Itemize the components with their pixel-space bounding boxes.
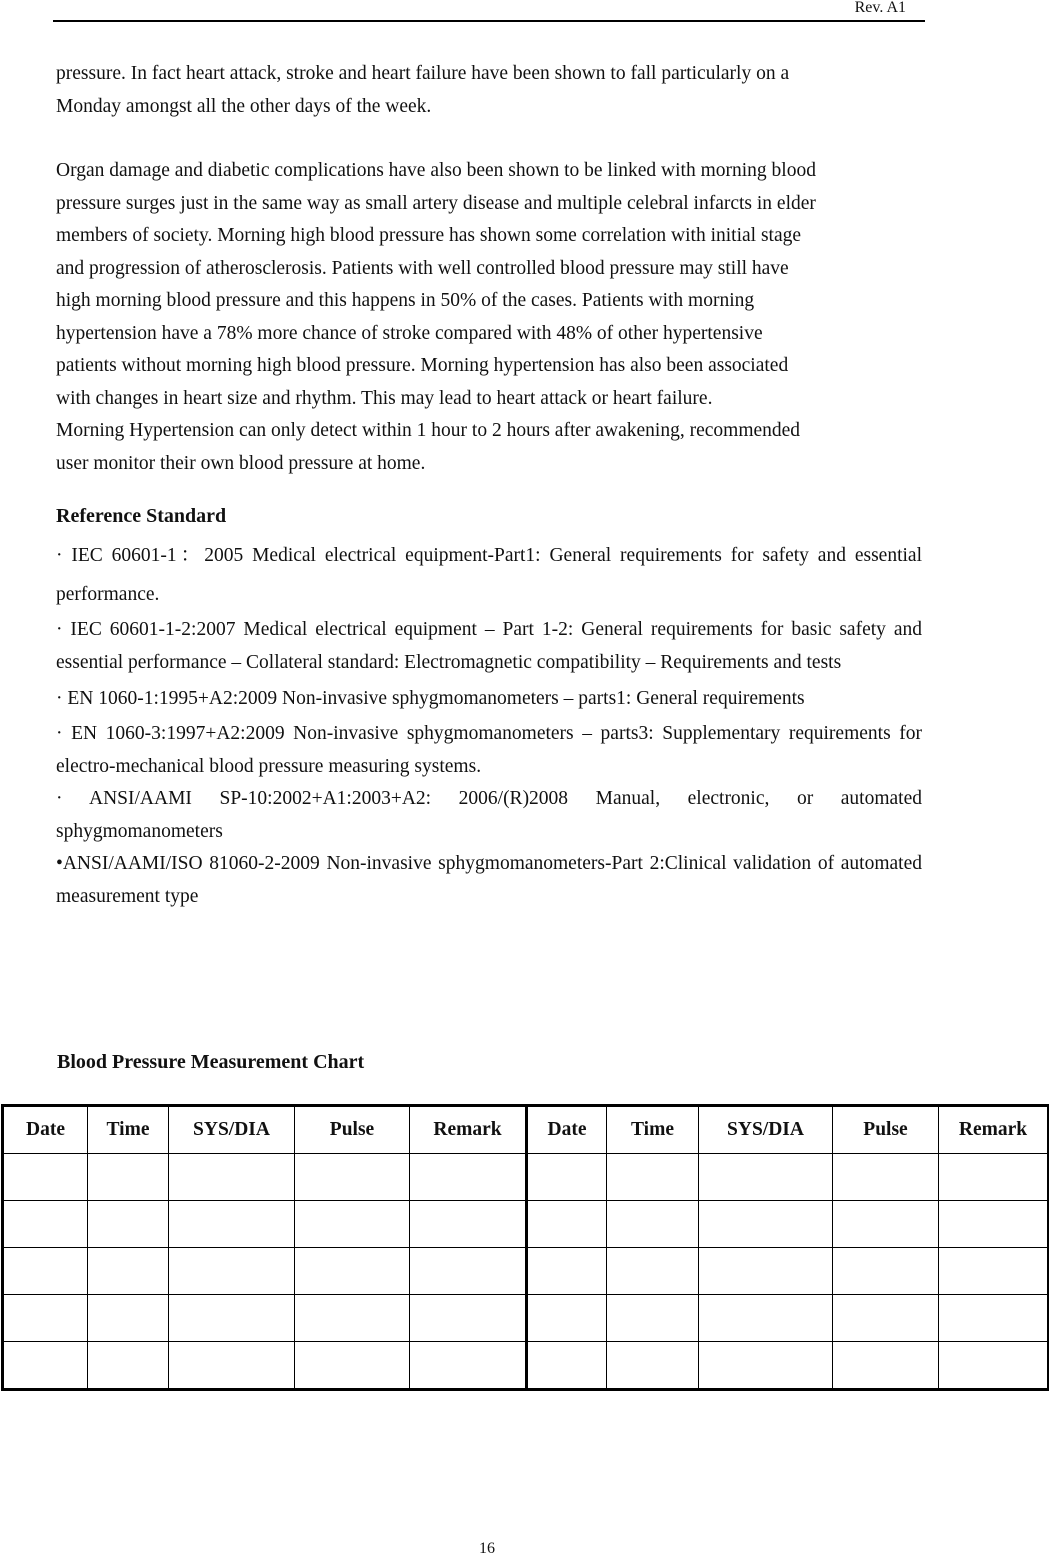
column-header-pulse: Pulse (295, 1106, 410, 1154)
table-header-row (3, 1106, 1049, 1154)
table-cell (699, 1248, 833, 1295)
table-cell (699, 1201, 833, 1248)
table-cell (295, 1295, 410, 1342)
table-cell (607, 1201, 699, 1248)
table-cell (410, 1248, 527, 1295)
table-cell (527, 1154, 607, 1201)
table-cell (833, 1342, 939, 1390)
column-header-remark: Remark (410, 1106, 527, 1154)
table-cell (3, 1248, 88, 1295)
table-cell (169, 1295, 295, 1342)
paragraph-1-line-2: Monday amongst all the other days of the week. (56, 95, 432, 117)
table-cell (607, 1295, 699, 1342)
table-row (3, 1201, 1049, 1248)
section-spacer (56, 480, 922, 502)
page-number: 16 (479, 1540, 495, 1557)
table-cell (88, 1201, 169, 1248)
blood-pressure-chart-table (1, 1104, 1049, 1391)
table-cell (169, 1248, 295, 1295)
paragraph-2-line-4: and progression of atherosclerosis. Patients with well controlled blood pressure may still have (56, 257, 789, 279)
column-header-remark: Remark (939, 1106, 1049, 1154)
table-cell (169, 1342, 295, 1390)
column-header-sys-dia: SYS/DIA (699, 1106, 833, 1154)
paragraph-2-line-3: members of society. Morning high blood pressure has shown some correlation with initial stage (56, 225, 802, 246)
table-cell (939, 1154, 1049, 1201)
table-cell (939, 1342, 1049, 1390)
table-cell (527, 1342, 607, 1390)
table-cell (410, 1295, 527, 1342)
standard-item-3: · EN 1060-1:1995+A2:2009 Non-invasive sphygmomanometers – parts1: General requirements (56, 688, 805, 709)
table-cell (833, 1248, 939, 1295)
table-row (3, 1248, 1049, 1295)
table-cell (88, 1342, 169, 1390)
column-header-date: Date (527, 1106, 607, 1154)
revision-label: Rev. A1 (854, 0, 906, 16)
table-cell (699, 1342, 833, 1390)
paragraph-2-line-7: patients without morning high blood pressure. Morning hypertension has also been associated (56, 355, 789, 376)
table-cell (410, 1342, 527, 1390)
table-cell (169, 1201, 295, 1248)
table-cell (88, 1248, 169, 1295)
header-divider (53, 20, 925, 22)
paragraph-1-line-1: pressure. In fact heart attack, stroke and heart failure have been shown to fall particularly on a (56, 63, 790, 84)
table-cell (939, 1248, 1049, 1295)
table-cell (527, 1295, 607, 1342)
paragraph-2-line-2: pressure surges just in the same way as small artery disease and multiple celebral infarcts in elder (56, 192, 816, 214)
table-cell (88, 1154, 169, 1201)
table-cell (295, 1154, 410, 1201)
table-cell (3, 1154, 88, 1201)
standard-item-5: · ANSI/AAMI SP-10:2002+A1:2003+A2: 2006/(R)2008 Manual, electronic, or automated sphygmomanometers (56, 788, 922, 842)
table-row (3, 1295, 1049, 1342)
table-row (3, 1154, 1049, 1201)
paragraph-spacer (56, 123, 922, 155)
standard-item-1: · IEC 60601-1：2005 Medical electrical equipment-Part1: General requirements for safety and essential performance. (56, 545, 922, 605)
table-cell (833, 1295, 939, 1342)
table-cell (699, 1295, 833, 1342)
standard-item-4: · EN 1060-3:1997+A2:2009 Non-invasive sphygmomanometers – parts3: Supplementary requirements for electro-mechanical blood pressure measuring systems. (56, 723, 922, 777)
table-cell (3, 1201, 88, 1248)
table-cell (833, 1201, 939, 1248)
standard-item-6: •ANSI/AAMI/ISO 81060-2-2009 Non-invasive sphygmomanometers-Part 2:Clinical validation of automated measurement type (56, 853, 922, 907)
reference-standard-heading: Reference Standard (56, 505, 227, 527)
column-header-pulse: Pulse (833, 1106, 939, 1154)
table-cell (3, 1295, 88, 1342)
paragraph-2-line-1: Organ damage and diabetic complications have also been shown to be linked with morning blood (56, 160, 816, 181)
column-header-sys-dia: SYS/DIA (169, 1106, 295, 1154)
table-cell (833, 1154, 939, 1201)
table-cell (939, 1295, 1049, 1342)
table-cell (295, 1248, 410, 1295)
table-cell (169, 1154, 295, 1201)
table-cell (699, 1154, 833, 1201)
table-cell (607, 1342, 699, 1390)
table-cell (3, 1342, 88, 1390)
chart-title: Blood Pressure Measurement Chart (57, 1051, 365, 1073)
paragraph-2-line-5: high morning blood pressure and this happens in 50% of the cases. Patients with morning (56, 290, 755, 311)
table-cell (527, 1201, 607, 1248)
table-cell (295, 1201, 410, 1248)
table-cell (939, 1201, 1049, 1248)
paragraph-2-line-6: hypertension have a 78% more chance of stroke compared with 48% of other hypertensive (56, 322, 763, 344)
paragraph-2-line-10: user monitor their own blood pressure at home. (56, 452, 426, 474)
table-cell (295, 1342, 410, 1390)
table-cell (527, 1248, 607, 1295)
table-cell (607, 1154, 699, 1201)
column-header-time: Time (88, 1106, 169, 1154)
table-cell (410, 1201, 527, 1248)
table-cell (607, 1248, 699, 1295)
page-content (56, 58, 922, 913)
table-cell (88, 1295, 169, 1342)
column-header-date: Date (3, 1106, 88, 1154)
table-row (3, 1342, 1049, 1390)
standard-item-2: · IEC 60601-1-2:2007 Medical electrical equipment – Part 1-2: General requirements for basic safety and essential performance – Collateral standard: Electromagnetic compatibility – Requirements and tests (56, 619, 922, 673)
column-header-time: Time (607, 1106, 699, 1154)
table-cell (410, 1154, 527, 1201)
paragraph-2-line-8: with changes in heart size and rhythm. This may lead to heart attack or heart failure. (56, 387, 713, 409)
paragraph-2-line-9: Morning Hypertension can only detect within 1 hour to 2 hours after awakening, recommended (56, 420, 801, 441)
